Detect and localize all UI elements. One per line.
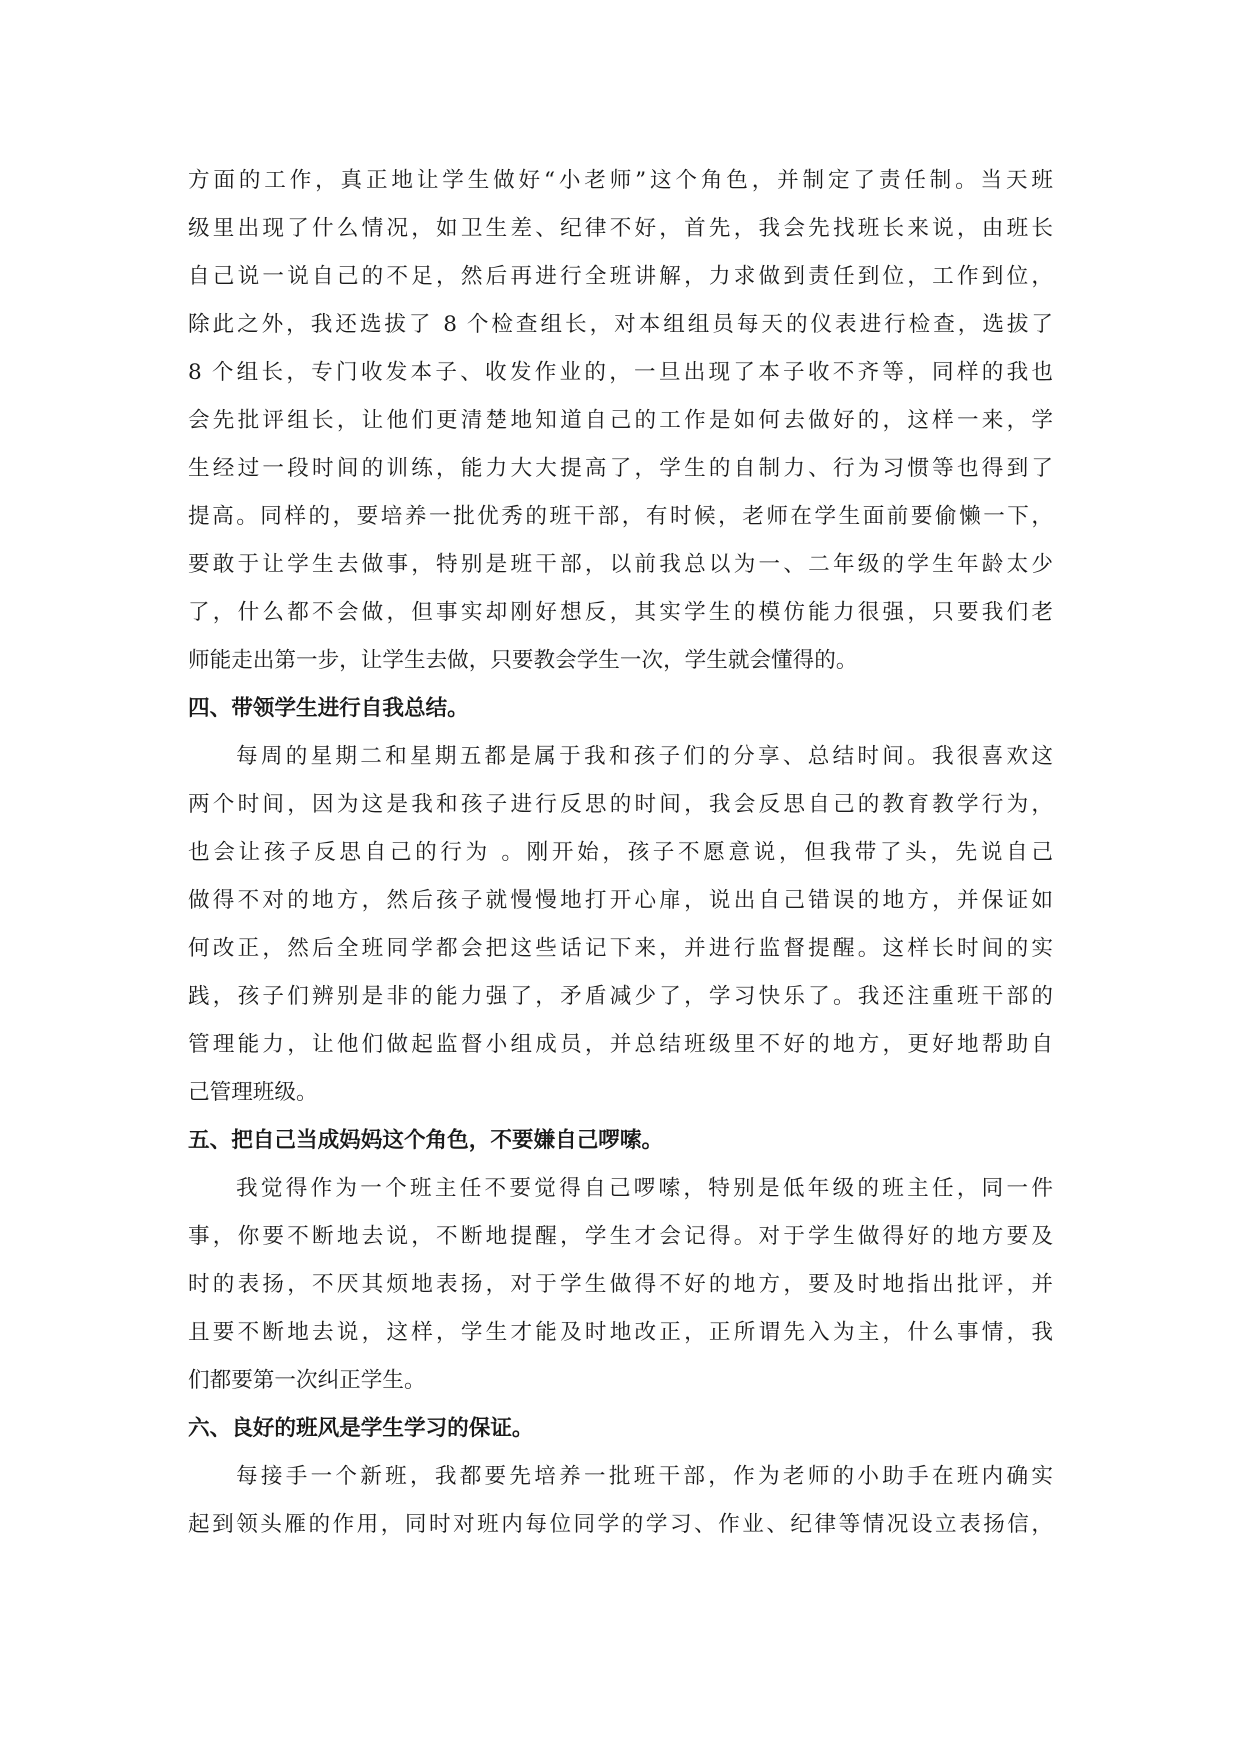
- paragraph-line: 方面的工作，真正地让学生做好“小老师”这个角色，并制定了责任制。当天班: [188, 168, 1053, 193]
- paragraph-line: 级里出现了什么情况，如卫生差、纪律不好，首先，我会先找班长来说，由班长: [188, 216, 1053, 241]
- document-body: [188, 157, 1053, 1549]
- paragraph-last-line: 己管理班级。: [188, 1080, 318, 1105]
- section-heading: 五、把自己当成妈妈这个角色，不要嫌自己啰嗦。: [188, 1128, 664, 1153]
- paragraph-last-line: 们都要第一次纠正学生。: [188, 1368, 426, 1393]
- paragraph-line: 做得不对的地方，然后孩子就慢慢地打开心扉，说出自己错误的地方，并保证如: [188, 888, 1053, 913]
- paragraph-line: 两个时间，因为这是我和孩子进行反思的时间，我会反思自己的教育教学行为，: [188, 792, 1053, 817]
- paragraph-line: 提高。同样的，要培养一批优秀的班干部，有时候，老师在学生面前要偷懒一下，: [188, 504, 1053, 529]
- paragraph-line: 要敢于让学生去做事，特别是班干部，以前我总以为一、二年级的学生年龄太少: [188, 552, 1053, 577]
- paragraph-line: 除此之外，我还选拔了 8 个检查组长，对本组组员每天的仪表进行检查，选拔了: [188, 312, 1053, 337]
- paragraph-line: 事，你要不断地去说，不断地提醒，学生才会记得。对于学生做得好的地方要及: [188, 1224, 1053, 1249]
- paragraph-line: 且要不断地去说，这样，学生才能及时地改正，正所谓先入为主，什么事情，我: [188, 1320, 1053, 1345]
- paragraph-line: 也会让孩子反思自己的行为 。刚开始，孩子不愿意说，但我带了头，先说自己: [188, 840, 1053, 865]
- paragraph-line: 起到领头雁的作用，同时对班内每位同学的学习、作业、纪律等情况设立表扬信，: [188, 1512, 1053, 1537]
- paragraph-line: 践，孩子们辨别是非的能力强了，矛盾减少了，学习快乐了。我还注重班干部的: [188, 984, 1053, 1009]
- section-heading: 四、带领学生进行自我总结。: [188, 696, 469, 721]
- paragraph-line: 了，什么都不会做，但事实却刚好想反，其实学生的模仿能力很强，只要我们老: [188, 600, 1053, 625]
- paragraph-line: 自己说一说自己的不足，然后再进行全班讲解，力求做到责任到位，工作到位，: [188, 264, 1053, 289]
- paragraph-first-line: 每接手一个新班，我都要先培养一批班干部，作为老师的小助手在班内确实: [236, 1464, 1053, 1489]
- paragraph-first-line: 我觉得作为一个班主任不要觉得自己啰嗦，特别是低年级的班主任，同一件: [236, 1176, 1053, 1201]
- paragraph-line: 管理能力，让他们做起监督小组成员，并总结班级里不好的地方，更好地帮助自: [188, 1032, 1053, 1057]
- paragraph-line: 何改正，然后全班同学都会把这些话记下来，并进行监督提醒。这样长时间的实: [188, 936, 1053, 961]
- paragraph-line: 8 个组长，专门收发本子、收发作业的，一旦出现了本子收不齐等，同样的我也: [188, 360, 1053, 385]
- section-heading: 六、良好的班风是学生学习的保证。: [188, 1416, 534, 1441]
- paragraph-line: 时的表扬，不厌其烦地表扬，对于学生做得不好的地方，要及时地指出批评，并: [188, 1272, 1053, 1297]
- paragraph-first-line: 每周的星期二和星期五都是属于我和孩子们的分享、总结时间。我很喜欢这: [236, 744, 1053, 769]
- paragraph-line: 会先批评组长，让他们更清楚地知道自己的工作是如何去做好的，这样一来，学: [188, 408, 1053, 433]
- paragraph-line: 生经过一段时间的训练，能力大大提高了，学生的自制力、行为习惯等也得到了: [188, 456, 1053, 481]
- paragraph-last-line: 师能走出第一步，让学生去做，只要教会学生一次，学生就会懂得的。: [188, 648, 858, 673]
